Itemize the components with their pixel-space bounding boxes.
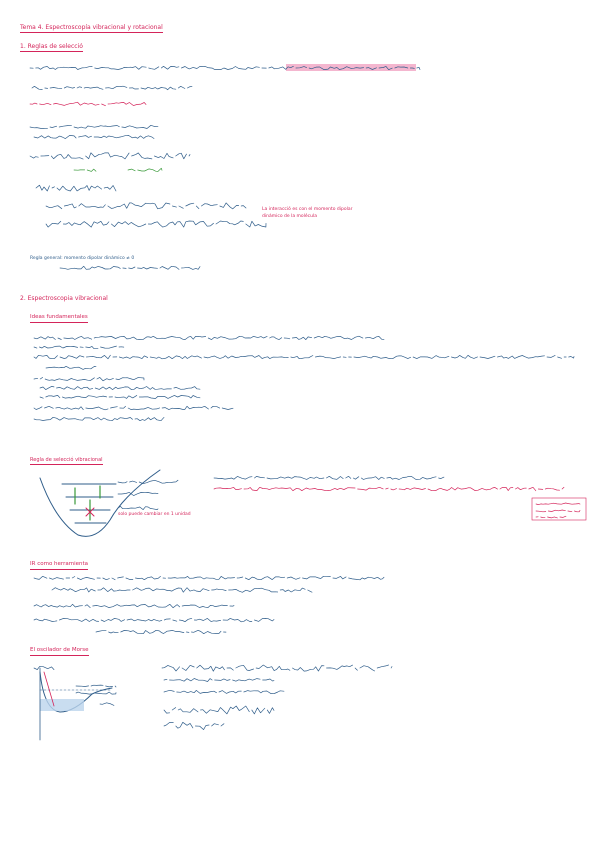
handwriting-stroke [40,386,200,389]
handwriting-stroke [164,690,284,693]
handwriting-stroke [118,492,158,495]
handwriting-stroke [34,406,236,410]
handwriting-stroke [60,266,200,269]
handwriting-stroke [34,417,168,420]
handwriting-stroke [34,377,144,380]
section-heading-2: 2. Espectroscopia vibracional [20,295,108,302]
handwriting-stroke [536,510,580,512]
page-title: Tema 4. Espectroscopía vibracional y rotacional [20,24,163,31]
figure-note: solo puede cambiar en 1 unidad [118,512,191,517]
handwriting-stroke [164,706,274,714]
handwriting-stroke [128,168,162,171]
handwriting-stroke [536,516,566,518]
handwriting-stroke [100,703,114,706]
handwriting-stroke [32,86,196,90]
figure-title: Regla de selecció vibracional [30,457,103,463]
handwriting-stroke [40,395,200,398]
handwriting-stroke [162,665,392,671]
handwriting-stroke [34,346,126,349]
diagram-layer [40,470,586,740]
handwriting-stroke [96,630,226,633]
handwriting-stroke [36,185,116,191]
handwriting-stroke [214,476,444,479]
handwriting-stroke [34,336,384,340]
section-heading-1: 1. Reglas de selecció [20,43,83,50]
handwriting-stroke [34,135,158,138]
handwriting-stroke [164,679,274,682]
handwriting-stroke [34,618,277,622]
handwriting-stroke [34,355,574,359]
handwriting-stroke [214,487,564,490]
handwriting-stroke [76,685,116,687]
handwriting-stroke [52,588,312,593]
handwriting-stroke [118,480,181,484]
section-heading-4: El oscilador de Morse [30,648,89,656]
handwriting-stroke [118,506,164,509]
handwriting-stroke [164,722,224,729]
handwriting-stroke [34,576,384,580]
morse-fill [40,699,84,711]
selection-rule-line: Regla general: momento dipolar dinámico ≠ 0 [30,256,135,261]
subheading-ideas: Ideas fundamentales [30,315,88,323]
scribble-layer [30,64,580,730]
margin-note-box [532,498,586,520]
section-heading-3: IR como herramienta [30,562,88,570]
handwriting-stroke [34,666,54,669]
handwriting-stroke [74,169,96,171]
section-note: La interacció es con el momento dipolar dinámico de la molécula [262,207,353,220]
handwriting-stroke [30,102,146,106]
potential-well-curve [40,470,160,536]
handwriting-stroke [536,503,580,505]
handwriting-stroke [34,604,234,607]
handwriting-stroke [30,125,158,128]
handwriting-stroke [30,153,190,159]
handwriting-stroke [46,366,96,369]
handwriting-stroke [46,221,271,227]
handwriting-stroke [46,203,250,209]
